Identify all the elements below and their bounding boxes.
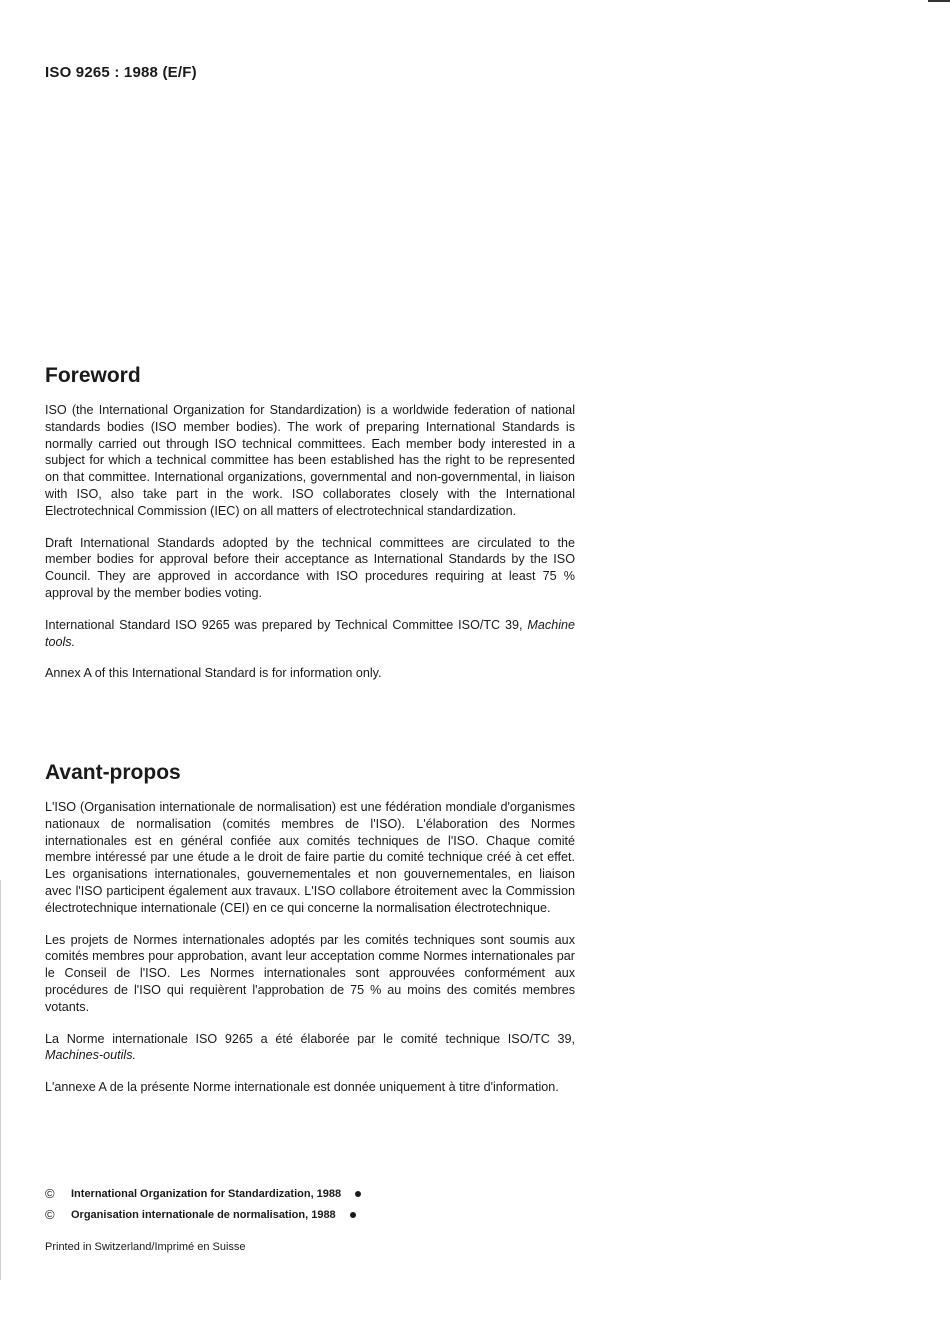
avant-propos-paragraph-4: L'annexe A de la présente Norme internationale est donnée uniquement à titre d'information.: [45, 1080, 559, 1095]
scan-edge: [0, 880, 1, 1280]
bullet-icon: [350, 1212, 356, 1218]
foreword-p3-text: International Standard ISO 9265 was prepared by Technical Committee ISO/TC 39,: [45, 617, 523, 632]
foreword-paragraph-2: Draft International Standards adopted by the technical committees are circulated to the member bodies for approval before their acceptance as International Standards by the ISO Council. They are approved in accordance with ISO procedures requiring at least 75 % approval by the member bodies voting.: [45, 535, 575, 600]
foreword-paragraph-4: Annex A of this International Standard is for information only.: [45, 666, 382, 681]
avant-propos-paragraph-3: [45, 1031, 575, 1065]
copyright-icon: ©: [45, 1207, 55, 1222]
printed-note: Printed in Switzerland/Imprimé en Suisse: [45, 1241, 246, 1253]
copyright-line-en: [45, 1186, 361, 1201]
copyright-text-en: International Organization for Standardization, 1988: [71, 1187, 342, 1200]
foreword-paragraph-3: [45, 617, 575, 651]
avant-propos-committee-title: Machines-outils.: [45, 1048, 136, 1063]
avant-propos-heading: Avant-propos: [45, 761, 181, 784]
corner-rule: [928, 0, 950, 2]
avant-propos-p3-text: La Norme internationale ISO 9265 a été élaborée par le comité technique ISO/TC 39,: [45, 1031, 575, 1046]
avant-propos-paragraph-2: Les projets de Normes internationales adoptés par les comités techniques sont soumis aux comités membres pour approbation, avant leur acceptation comme Normes internationales par le Conseil de l'ISO. Les Normes internationales sont approuvées conformément aux procédures de l'ISO qui requièrent l'approbation de 75 % au moins des comités membres votants.: [45, 932, 575, 1014]
copyright-line-fr: [45, 1207, 356, 1222]
avant-propos-paragraph-1: L'ISO (Organisation internationale de normalisation) est une fédération mondiale d'organismes nationaux de normalisation (comités membres de l'ISO). L'élaboration des Normes internationales est en général confiée aux comités techniques de l'ISO. Chaque comité membre intéressé par une étude a le droit de faire partie du comité technique créé à cet effet. Les organisations internationales, gouvernementales et non gouvernementales, en liaison avec l'ISO participent également aux travaux. L'ISO collabore étroitement avec la Commission électrotechnique internationale (CEI) en ce qui concerne la normalisation électrotechnique.: [45, 800, 575, 915]
copyright-text-fr: Organisation internationale de normalisation, 1988: [71, 1208, 336, 1221]
bullet-icon: [355, 1191, 361, 1197]
foreword-heading: Foreword: [45, 364, 141, 387]
foreword-committee-title: Machine tools.: [45, 617, 576, 649]
foreword-section: [45, 402, 575, 697]
document-identifier: ISO 9265 : 1988 (E/F): [45, 64, 197, 81]
avant-propos-section: [45, 799, 575, 1111]
foreword-paragraph-1: ISO (the International Organization for Standardization) is a worldwide federation of national standards bodies (ISO member bodies). The work of preparing International Standards is normally carried out through ISO technical committees. Each member body interested in a subject for which a technical committee has been established has the right to be represented on that committee. International organizations, governmental and non-governmental, in liaison with ISO, also take part in the work. ISO collaborates closely with the International Electrotechnical Commission (IEC) on all matters of electrotechnical standardization.: [45, 403, 575, 518]
copyright-icon: ©: [45, 1186, 55, 1201]
